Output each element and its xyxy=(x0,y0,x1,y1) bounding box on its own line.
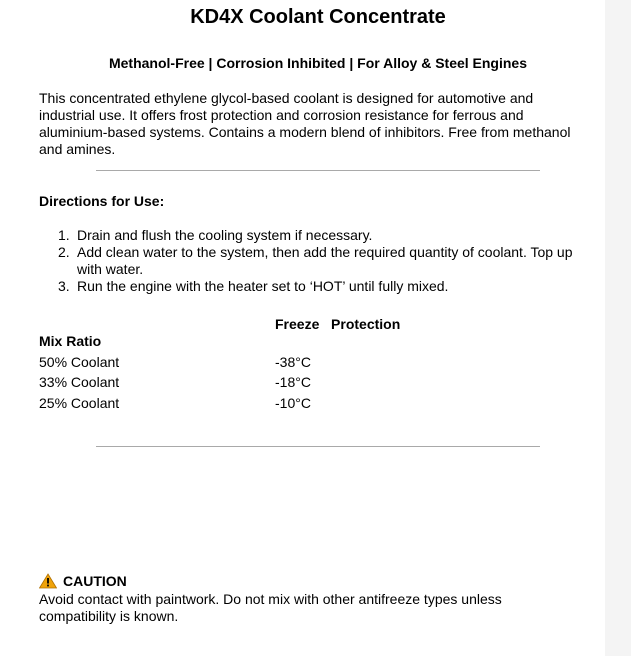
mix-ratio-header: Mix Ratio xyxy=(39,333,102,349)
divider xyxy=(96,446,540,447)
freeze-protection-cell: -38°C xyxy=(275,354,311,370)
caution-text: Avoid contact with paintwork. Do not mix with other antifreeze types unless compatibility is known. xyxy=(39,591,502,624)
caution-heading-row xyxy=(39,573,127,589)
step-text: Run the engine with the heater set to ‘HOT’ until fully mixed. xyxy=(77,278,449,294)
caution-heading: CAUTION xyxy=(63,573,127,589)
mix-table-row xyxy=(0,395,605,412)
mix-table-row xyxy=(0,374,605,391)
intro-paragraph: This concentrated ethylene glycol-based coolant is designed for automotive and industrial use. It offers frost protection and corrosion resistance for ferrous and aluminium-based systems. Contains a modern blend of inhibitors. Free from methanol and amines. xyxy=(39,90,571,157)
divider xyxy=(96,170,540,171)
directions-heading: Directions for Use: xyxy=(39,193,165,209)
page-title: KD4X Coolant Concentrate xyxy=(190,6,446,28)
freeze-protection-header: Freeze Protection xyxy=(275,316,401,332)
freeze-protection-cell: -18°C xyxy=(275,374,311,390)
mix-ratio-cell: 50% Coolant xyxy=(39,354,120,370)
freeze-protection-cell: -10°C xyxy=(275,395,311,411)
direction-step xyxy=(39,278,594,295)
step-number: 3. xyxy=(58,278,70,294)
direction-step xyxy=(39,244,594,278)
step-number: 1. xyxy=(58,227,70,243)
step-text: Drain and flush the cooling system if necessary. xyxy=(77,227,373,243)
step-text: Add clean water to the system, then add the required quantity of coolant. Top up with water. xyxy=(77,244,573,277)
mix-table-row xyxy=(0,354,605,371)
direction-step xyxy=(39,227,594,244)
page-subtitle: Methanol-Free | Corrosion Inhibited | For Alloy & Steel Engines xyxy=(108,55,528,71)
directions-list xyxy=(39,227,594,295)
step-number: 2. xyxy=(58,244,70,260)
mix-ratio-cell: 25% Coolant xyxy=(39,395,120,411)
mix-ratio-cell: 33% Coolant xyxy=(39,374,120,390)
warning-triangle-icon xyxy=(39,573,57,589)
